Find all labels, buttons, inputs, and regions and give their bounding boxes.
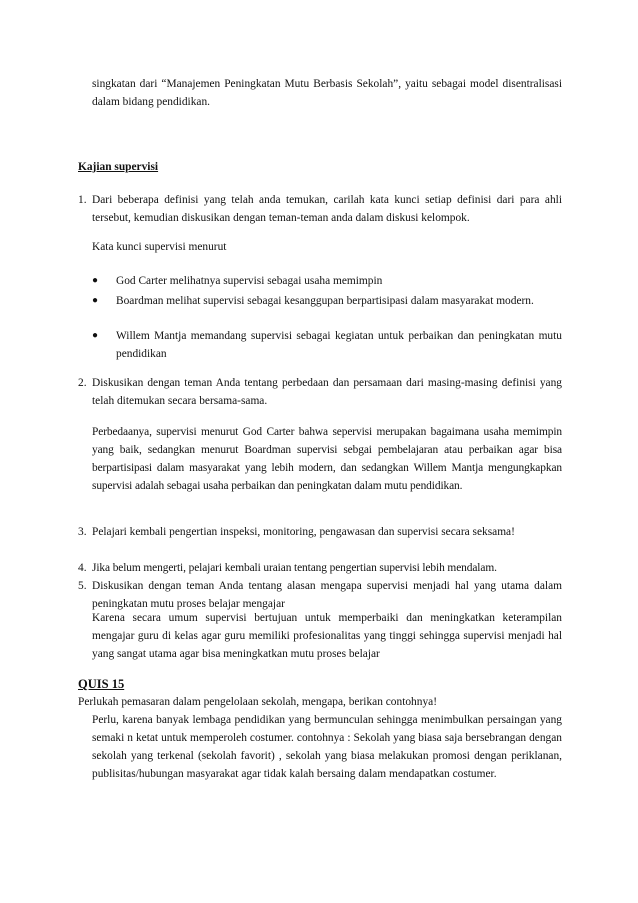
item-number: 3. (78, 526, 87, 538)
item-1-subhead: Kata kunci supervisi menurut (92, 241, 227, 253)
item-5-text: Diskusikan dengan teman Anda tentang alasan mengapa supervisi menjadi hal yang utama dalam peningkatan mutu proses belajar mengajar (92, 580, 562, 610)
bullet-icon: ● (92, 295, 99, 306)
item-5-answer: Karena secara umum supervisi bertujuan untuk memperbaiki dan meningkatkan keterampilan mengajar guru di kelas agar guru memiliki profesionalitas yang tinggi sehingga supervisi menjadi hal yang sangat utama agar bisa meningkatkan mutu proses belajar (92, 612, 562, 660)
bullet-icon: ● (92, 275, 99, 286)
bullet-icon: ● (92, 330, 99, 341)
item-1-text: Dari beberapa definisi yang telah anda temukan, carilah kata kunci setiap definisi dari para ahli tersebut, kemudian diskusikan dengan teman-teman anda dalam diskusi kelompok. (92, 194, 562, 224)
intro-paragraph: singkatan dari “Manajemen Peningkatan Mutu Berbasis Sekolah”, yaitu sebagai model disentralisasi dalam bidang pendidikan. (92, 78, 562, 108)
item-number: 1. (78, 194, 87, 206)
item-4-text: Jika belum mengerti, pelajari kembali uraian tentang pengertian supervisi lebih mendalam. (92, 562, 497, 574)
quis-question: Perlukah pemasaran dalam pengelolaan sekolah, mengapa, berikan contohnya! (78, 696, 437, 708)
item-number: 4. (78, 562, 87, 574)
bullet-item: God Carter melihatnya supervisi sebagai usaha memimpin (116, 275, 383, 287)
item-2-answer: Perbedaanya, supervisi menurut God Carter bahwa sepervisi merupakan bagaimana usaha memimpin yang baik, sedangkan menurut Boardman supervisi sebgai pembelajaran atau perbaikan agar bisa berpartisipasi dalam masyarakat yang lebih modern, dan sedangkan Willem Mantja mengungkapkan supervisi adalah sebagai usaha perbaikan dan peningkatan dalam mutu pendidikan. (92, 426, 562, 492)
quis-heading: QUIS 15 (78, 677, 125, 691)
bullet-item: Boardman melihat supervisi sebagai kesanggupan berpartisipasi dalam masyarakat modern. (116, 295, 534, 307)
item-2-text: Diskusikan dengan teman Anda tentang perbedaan dan persamaan dari masing-masing definisi yang telah ditemukan secara bersama-sama. (92, 377, 562, 407)
bullet-item: Willem Mantja memandang supervisi sebagai kegiatan untuk perbaikan dan peningkatan mutu pendidikan (116, 330, 562, 360)
item-number: 5. (78, 580, 87, 592)
item-3-text: Pelajari kembali pengertian inspeksi, monitoring, pengawasan dan supervisi secara seksama! (92, 526, 515, 538)
quis-answer: Perlu, karena banyak lembaga pendidikan yang bermunculan sehingga menimbulkan persaingan yang semaki n ketat untuk memperoleh costumer. contohnya : Sekolah yang biasa saja bersebrangan dengan sekolah yang terkenal (sekolah favorit) , sekolah yang biasa melakukan promosi dengan periklanan, publisitas/hubungan masyarakat agar tidak kalah bersaing dalam mendapatkan costumer. (92, 714, 562, 780)
item-number: 2. (78, 377, 87, 389)
section-heading-kajian: Kajian supervisi (78, 161, 159, 173)
